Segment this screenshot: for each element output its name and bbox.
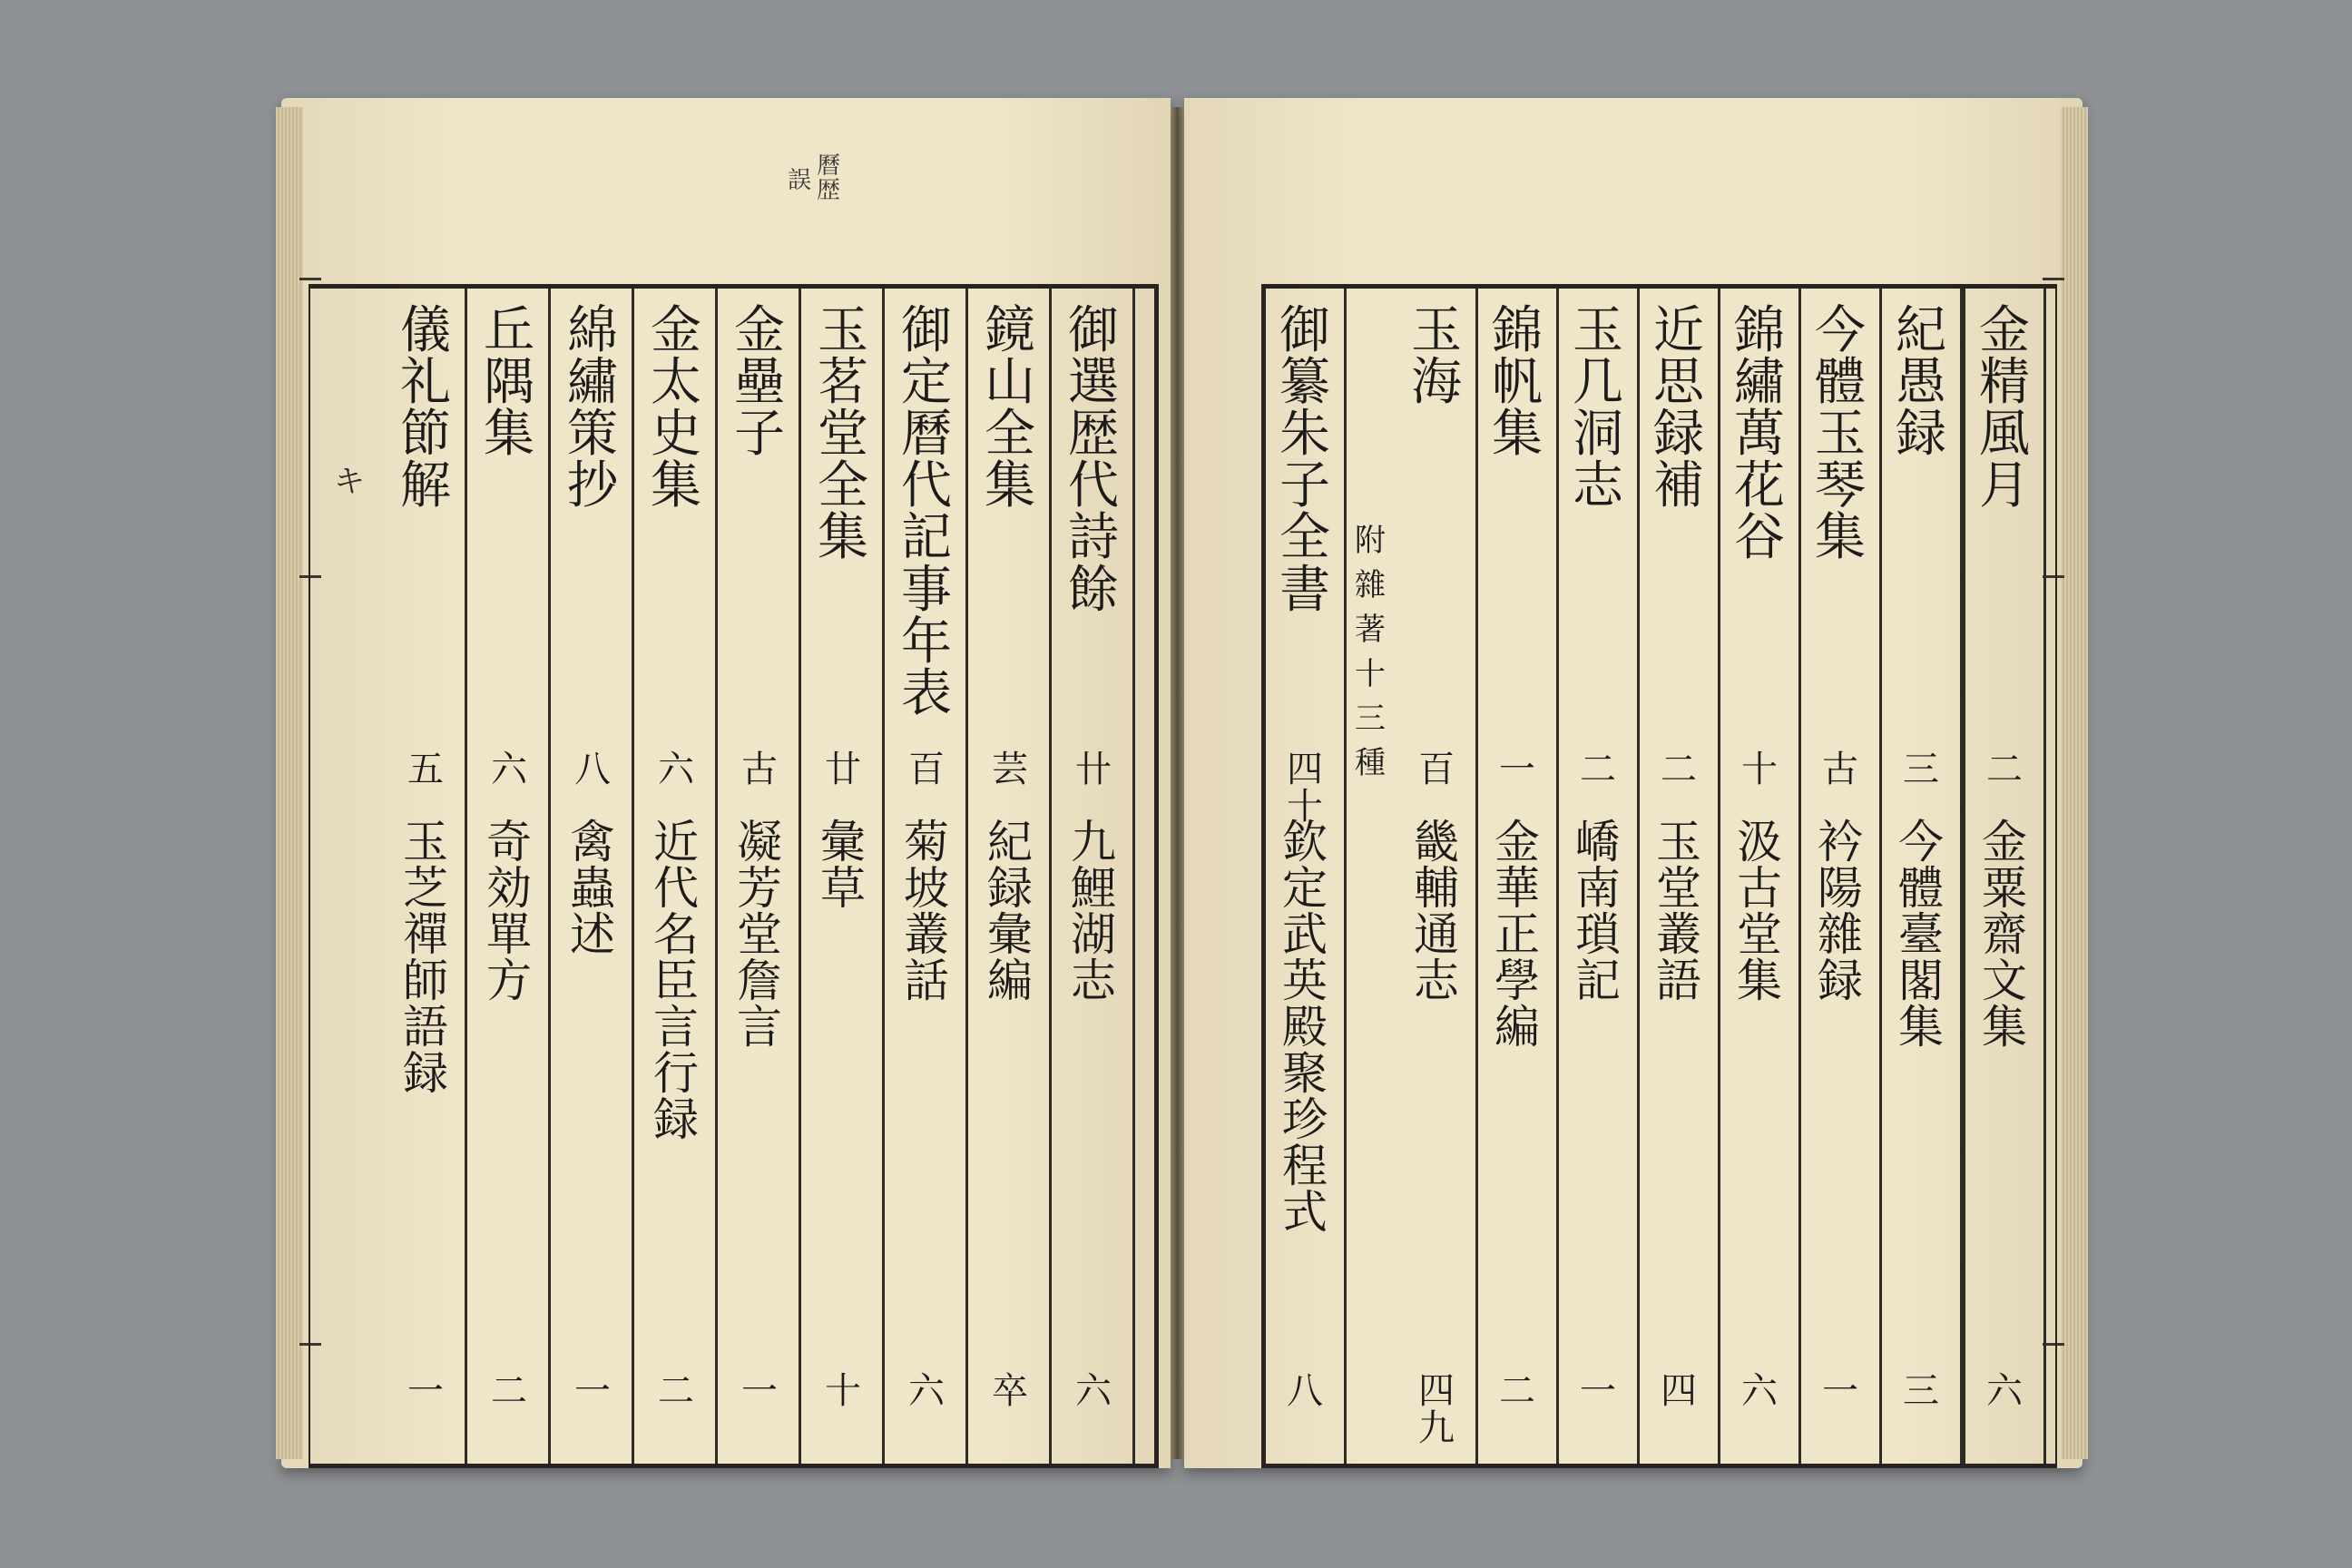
open-book	[272, 98, 2087, 1468]
catalog-column	[1801, 289, 1882, 1464]
volume-count: 古	[1822, 749, 1858, 790]
volume-count: 六	[658, 749, 694, 790]
volume-count: 八	[574, 749, 611, 790]
book-title-lower: 金 粟 齋 文 集	[1982, 816, 2027, 1054]
volume-count-lower: 六	[1986, 1370, 2023, 1412]
catalog-column	[1559, 289, 1640, 1464]
book-title-lower: 畿 輔 通 志	[1414, 816, 1459, 1007]
volume-count: 十	[1741, 749, 1778, 790]
catalog-column	[1054, 289, 1135, 1464]
catalog-column	[1963, 289, 2046, 1464]
volume-count-lower: 六	[908, 1370, 945, 1412]
volume-count: 二	[1661, 749, 1697, 790]
book-title-lower: 嶠 南 瑣 記	[1575, 816, 1621, 1007]
volume-count-lower: 二	[1499, 1370, 1535, 1412]
book-title: 紀 愚 録	[1896, 301, 1946, 465]
book-title: 玉 几 洞 志	[1573, 301, 1623, 516]
book-title-lower: 金 華 正 學 編	[1494, 816, 1540, 1054]
page-edge	[2061, 107, 2088, 1459]
volume-count-lower: 一	[1580, 1370, 1616, 1412]
book-title: 今 體 玉 琴 集	[1815, 301, 1866, 568]
book-title-lower: 近 代 名 臣 言 行 録	[653, 816, 699, 1146]
volume-count-lower: 六	[1075, 1370, 1112, 1412]
right-text-frame	[1261, 284, 2057, 1468]
volume-count-lower: 十	[825, 1370, 861, 1412]
volume-count-lower: 一	[407, 1370, 444, 1412]
volume-count: 二	[1986, 749, 2023, 790]
volume-count-lower: 四 九	[1418, 1370, 1455, 1449]
volume-count-lower: 二	[658, 1370, 694, 1412]
catalog-column	[1478, 289, 1559, 1464]
margin-correction-mark: 誤	[788, 167, 812, 194]
catalog-column	[1355, 289, 1478, 1464]
catalog-column	[1640, 289, 1720, 1464]
volume-count-lower: 四	[1661, 1370, 1697, 1412]
book-title-lower: 今 體 臺 閣 集	[1898, 816, 1944, 1054]
binding-thread	[299, 278, 321, 280]
catalog-column	[1720, 289, 1801, 1464]
left-text-frame	[309, 284, 1159, 1468]
volume-count: 二	[1580, 749, 1616, 790]
volume-count-lower: 一	[1822, 1370, 1858, 1412]
book-title-lower: 彙 草	[820, 816, 866, 915]
catalog-column	[637, 289, 718, 1464]
annotation-note: 附 雜 著 十 三 種	[1355, 523, 1386, 781]
volume-count-lower: 六	[1741, 1370, 1778, 1412]
volume-count-lower: 卒	[992, 1370, 1028, 1412]
book-title: 玉 海	[1411, 301, 1462, 413]
volume-count: 廿	[825, 749, 861, 790]
volume-count-lower: 三	[1903, 1370, 1939, 1412]
catalog-column	[1882, 289, 1963, 1464]
book-title-lower: 衿 陽 雜 録	[1818, 816, 1863, 1007]
book-title-lower: 禽 蟲 述	[570, 816, 615, 961]
book-title-lower: 奇 効 單 方	[486, 816, 532, 1007]
book-title-lower: 九 鯉 湖 志	[1071, 816, 1116, 1007]
book-title: 綿 繡 策 抄	[567, 301, 618, 516]
volume-count-lower: 二	[491, 1370, 527, 1412]
volume-count: 古	[741, 749, 778, 790]
catalog-column	[971, 289, 1052, 1464]
catalog-column	[1266, 289, 1347, 1464]
volume-count: 卄	[1075, 749, 1112, 790]
catalog-column	[470, 289, 551, 1464]
book-title: 近 思 録 補	[1653, 301, 1704, 516]
catalog-column	[387, 289, 467, 1464]
book-title: 金 太 史 集	[651, 301, 701, 516]
volume-count: 三	[1903, 749, 1939, 790]
left-page	[281, 98, 1171, 1468]
book-title: 丘 隅 集	[484, 301, 534, 465]
book-title-lower: 欽 定 武 英 殿 聚 珍 程 式	[1282, 816, 1328, 1239]
volume-count: 五	[407, 749, 444, 790]
volume-count-lower: 一	[741, 1370, 778, 1412]
book-title: 錦 帆 集	[1492, 301, 1543, 465]
catalog-column	[887, 289, 968, 1464]
book-gutter	[1171, 107, 1184, 1459]
volume-count: 百	[908, 749, 945, 790]
volume-count-lower: 八	[1287, 1370, 1323, 1412]
book-title: 玉 茗 堂 全 集	[818, 301, 868, 568]
book-title-lower: 玉 堂 叢 語	[1656, 816, 1701, 1007]
book-title-lower: 紀 録 彙 編	[987, 816, 1033, 1007]
book-title-lower: 玉 芝 禪 師 語 録	[403, 816, 448, 1100]
book-title: 御 定 曆 代 記 事 年 表	[901, 301, 952, 723]
right-page	[1184, 98, 2082, 1468]
volume-count: 百	[1418, 749, 1455, 790]
binding-thread	[2043, 278, 2064, 280]
book-title: 御 纂 朱 子 全 書	[1279, 301, 1330, 620]
book-title-lower: 凝 芳 堂 詹 言	[737, 816, 782, 1054]
book-title: 錦 繡 萬 花 谷	[1734, 301, 1785, 568]
book-title: 御 選 歴 代 詩 餘	[1068, 301, 1119, 620]
volume-count: 芸	[992, 749, 1028, 790]
catalog-column	[804, 289, 885, 1464]
catalog-column	[720, 289, 801, 1464]
book-title-lower: 汲 古 堂 集	[1737, 816, 1782, 1007]
book-title: 儀 礼 節 解	[400, 301, 451, 516]
page-mark: キ	[334, 464, 365, 500]
volume-count: 一	[1499, 749, 1535, 790]
book-title: 金 精 風 月	[1979, 301, 2030, 516]
page-edge	[276, 107, 303, 1459]
volume-count-lower: 一	[574, 1370, 611, 1412]
volume-count: 四 十	[1287, 749, 1323, 828]
volume-count: 六	[491, 749, 527, 790]
margin-correction-note: 曆 歴	[817, 152, 841, 205]
book-title-lower: 菊 坡 叢 話	[904, 816, 949, 1007]
catalog-column	[554, 289, 634, 1464]
book-title: 金 壘 子	[734, 301, 785, 465]
book-title: 鏡 山 全 集	[985, 301, 1035, 516]
